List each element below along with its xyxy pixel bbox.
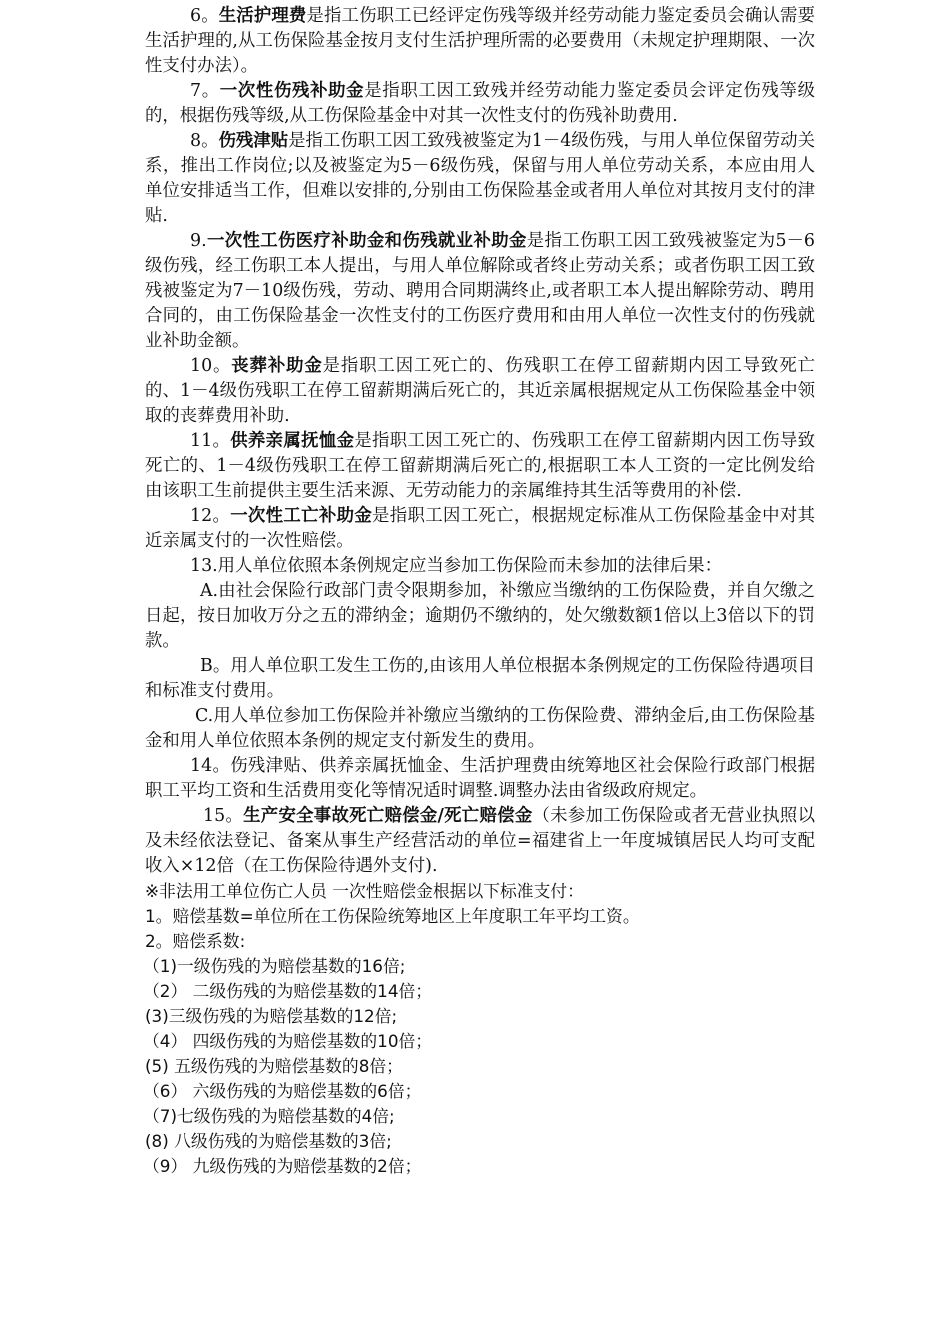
item-9-term: 一次性工伤医疗补助金和伤残就业补助金 xyxy=(206,231,527,251)
item-7-text: 是指职工因工致残并经劳动能力鉴定委员会评定伤残等级的，根据伤残等级,从工伤保险基金中对其一次性支付的伤残补助费用. xyxy=(145,81,815,126)
item-13-a: A.由社会保险行政部门责令限期参加，补缴应当缴纳的工伤保险费，并自欠缴之日起，按日加收万分之五的滞纳金；逾期仍不缴纳的，处欠缴数额1倍以上3倍以下的罚款。 xyxy=(145,581,815,651)
item-10-num: 10。 xyxy=(190,356,232,376)
item-7-num: 7。 xyxy=(190,81,220,101)
item-9-text: 是指工伤职工因工致残被鉴定为5－6级伤残，经工伤职工本人提出，与用人单位解除或者终止劳动关系；或者伤职工因工致残被鉴定为7－10级伤残，劳动、聘用合同期满终止,或者职工本人提出解除劳动、聘用合同的，由工伤保险基金一次性支付的工伤医疗费用和由用人单位一次性支付的伤残就业补助金额。 xyxy=(145,231,815,351)
illegal-base: 1。赔偿基数=单位所在工伤保险统筹地区上年度职工年平均工资。 xyxy=(145,906,640,926)
item-13-title: 13.用人单位依照本条例规定应当参加工伤保险而未参加的法律后果： xyxy=(190,556,722,576)
illegal-coef-title: 2。赔偿系数: xyxy=(145,931,246,951)
illegal-heading: ※非法用工单位伤亡人员 一次性赔偿金根据以下标准支付： xyxy=(145,881,584,901)
item-12-term: 一次性工亡补助金 xyxy=(230,506,373,526)
item-10-text: 是指职工因工死亡的、伤残职工在停工留薪期内因工导致死亡的、1－4级伤残职工在停工留薪期满后死亡的，其近亲属根据规定从工伤保险基金中领取的丧葬费用补助. xyxy=(145,356,815,426)
coef-line-6: （6） 六级伤残的为赔偿基数的6倍； xyxy=(143,1081,422,1101)
item-15 xyxy=(145,804,815,879)
item-8-term: 伤残津贴 xyxy=(218,131,289,151)
item-9-num: 9. xyxy=(190,231,207,251)
item-14: 14。伤残津贴、供养亲属抚恤金、生活护理费由统筹地区社会保险行政部门根据职工平均工资和生活费用变化等情况适时调整.调整办法由省级政府规定。 xyxy=(145,756,815,801)
item-6-term: 生活护理费 xyxy=(218,6,307,26)
coef-line-5: (5) 五级伤残的为赔偿基数的8倍； xyxy=(145,1056,403,1076)
coef-line-3: (3)三级伤残的为赔偿基数的12倍; xyxy=(145,1006,398,1026)
item-10-term: 丧葬补助金 xyxy=(231,356,323,376)
coef-line-7: （7)七级伤残的为赔偿基数的4倍; xyxy=(143,1106,395,1126)
item-12 xyxy=(145,504,815,554)
item-11-num: 11。 xyxy=(190,431,231,451)
item-8 xyxy=(145,129,815,229)
coef-line-9: （9） 九级伤残的为赔偿基数的2倍； xyxy=(143,1156,422,1176)
item-13-b: B。用人单位职工发生工伤的,由该用人单位根据本条例规定的工伤保险待遇项目和标准支付费用。 xyxy=(145,656,815,701)
item-15-num: 15。 xyxy=(203,806,244,826)
coef-line-1: （1)一级伤残的为赔偿基数的16倍; xyxy=(143,956,406,976)
item-7-term: 一次性伤残补助金 xyxy=(219,81,365,101)
document-page xyxy=(145,4,815,1179)
coef-line-8: (8) 八级伤残的为赔偿基数的3倍; xyxy=(145,1131,392,1151)
item-6-num: 6。 xyxy=(190,6,219,26)
coef-line-4: （4） 四级伤残的为赔偿基数的10倍； xyxy=(143,1031,433,1051)
item-15-text: （未参加工伤保险或者无营业执照以及未经依法登记、备案从事生产经营活动的单位=福建省上一年度城镇居民人均可支配收入×12倍（在工伤保险待遇外支付). xyxy=(145,806,815,876)
item-15-term: 生产安全事故死亡赔偿金/死亡赔偿金 xyxy=(243,806,533,826)
coef-line-2: （2） 二级伤残的为赔偿基数的14倍； xyxy=(143,981,433,1001)
item-9 xyxy=(145,229,815,354)
item-11-term: 供养亲属抚恤金 xyxy=(230,431,355,451)
item-12-num: 12。 xyxy=(190,506,231,526)
item-12-text: 是指职工因工死亡，根据规定标准从工伤保险基金中对其近亲属支付的一次性赔偿。 xyxy=(145,506,815,551)
item-6 xyxy=(145,4,815,79)
item-11 xyxy=(145,429,815,504)
item-11-text: 是指职工因工死亡的、伤残职工在停工留薪期内因工伤导致死亡的、1－4级伤残职工在停工留薪期满后死亡的,根据职工本人工资的一定比例发给由该职工生前提供主要生活来源、无劳动能力的亲属维持其生活等费用的补偿. xyxy=(145,431,815,501)
item-8-num: 8。 xyxy=(190,131,219,151)
item-7 xyxy=(145,79,815,129)
item-8-text: 是指工伤职工因工致残被鉴定为1－4级伤残，与用人单位保留劳动关系，推出工作岗位;以及被鉴定为5－6级伤残，保留与用人单位劳动关系，本应由用人单位安排适当工作，但难以安排的,分别由工伤保险基金或者用人单位对其按月支付的津贴. xyxy=(145,131,815,226)
item-10 xyxy=(145,354,815,429)
item-13-c: C.用人单位参加工伤保险并补缴应当缴纳的工伤保险费、滞纳金后,由工伤保险基金和用人单位依照本条例的规定支付新发生的费用。 xyxy=(145,706,815,751)
item-6-text: 是指工伤职工已经评定伤残等级并经劳动能力鉴定委员会确认需要生活护理的,从工伤保险基金按月支付生活护理所需的必要费用（未规定护理期限、一次性支付办法）。 xyxy=(145,6,815,76)
